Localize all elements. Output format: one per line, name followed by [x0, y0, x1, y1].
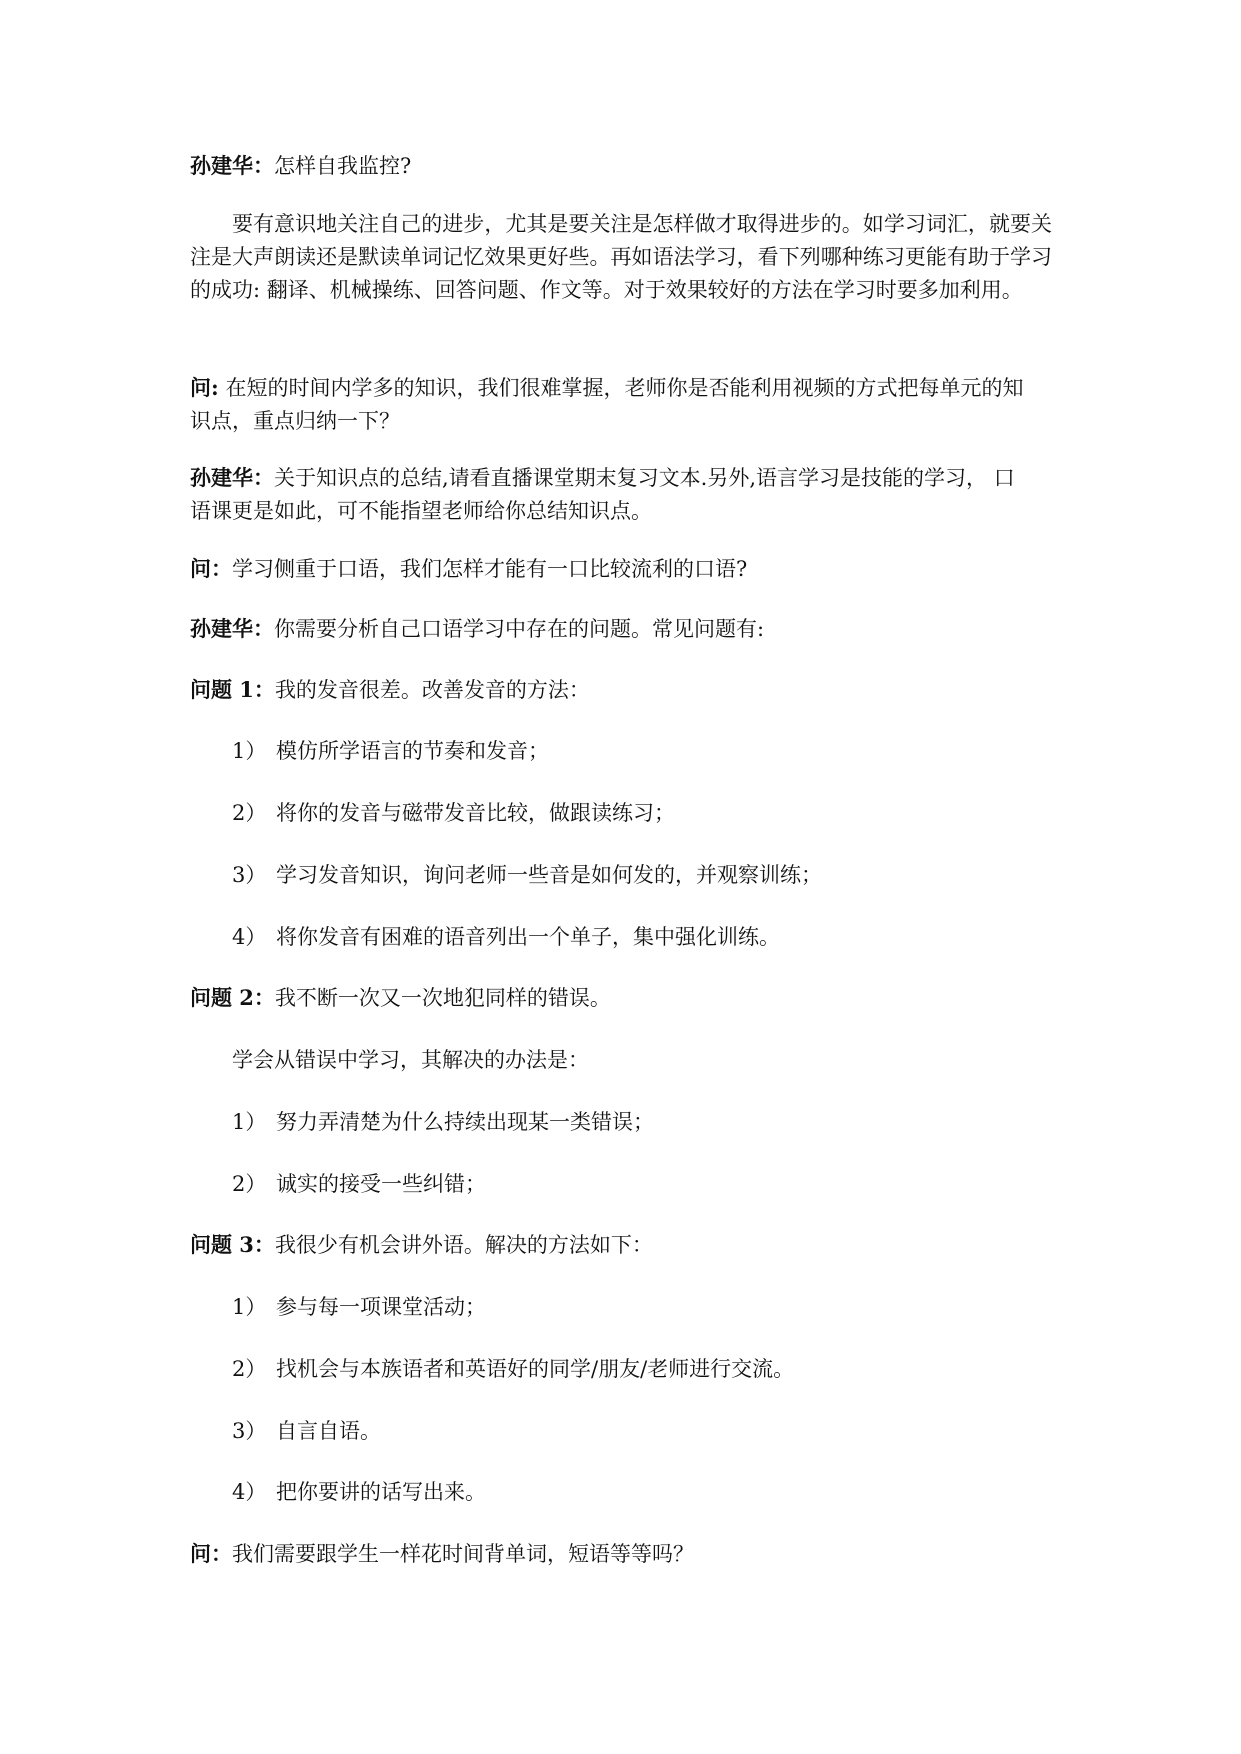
qa-line [190, 150, 411, 182]
problem-heading [190, 982, 611, 1014]
list-item [232, 921, 780, 953]
speaker-label: 孙建华： [190, 465, 274, 490]
list-text: 努力弄清楚为什么持续出现某一类错误； [276, 1110, 654, 1134]
list-item [232, 1415, 381, 1447]
list-item [232, 859, 822, 891]
problem-text: 我很少有机会讲外语。解决的方法如下： [274, 1233, 653, 1257]
list-text: 把你要讲的话写出来。 [276, 1480, 486, 1504]
list-number: 3） [232, 1419, 267, 1443]
list-item [232, 1353, 794, 1385]
list-text: 参与每一项课堂活动； [276, 1295, 486, 1319]
list-text: 学习发音知识，询问老师一些音是如何发的，并观察训练； [276, 863, 822, 887]
list-text: 找机会与本族语者和英语好的同学/朋友/老师进行交流。 [276, 1357, 795, 1381]
qa-line [190, 553, 747, 585]
list-item [232, 1106, 654, 1138]
list-number: 4） [232, 1480, 267, 1504]
list-number: 1） [232, 1110, 267, 1134]
list-item [232, 1291, 486, 1323]
list-number: 4） [232, 925, 267, 949]
answer-text: 关于知识点的总结,请看直播课堂期末复习文本.另外,语言学习是技能的学习， 口 [274, 466, 1015, 490]
answer-paragraph: 要有意识地关注自己的进步，尤其是要关注是怎样做才取得进步的。如学习词汇，就要关注是大声朗读还是默读单词记忆效果更好些。再如语法学习，看下列哪种练习更能有助于学习的成功: 翻译、机械操练、回答问题、作文等。对于效果较好的方法在学习时要多加利用。 [190, 212, 1052, 302]
qa-line-continued: 识点，重点归纳一下？ [190, 409, 400, 433]
list-number: 2） [232, 1172, 267, 1196]
question-text: 学习侧重于口语，我们怎样才能有一口比较流利的口语? [232, 557, 748, 581]
list-text: 诚实的接受一些纠错； [276, 1172, 486, 1196]
list-text: 自言自语。 [276, 1419, 381, 1443]
speaker-label: 孙建华： [190, 616, 274, 641]
problem-heading [190, 674, 590, 706]
list-item [232, 1476, 486, 1508]
list-number: 1） [232, 1295, 267, 1319]
solution-intro: 学会从错误中学习，其解决的办法是： [232, 1048, 589, 1072]
list-text: 将你发音有困难的语音列出一个单子，集中强化训练。 [276, 925, 780, 949]
list-number: 3） [232, 863, 267, 887]
answer-text: 你需要分析自己口语学习中存在的问题。常见问题有: [274, 617, 765, 641]
list-number: 2） [232, 1357, 267, 1381]
speaker-label: 问： [190, 556, 232, 581]
qa-line-continued: 语课更是如此，可不能指望老师给你总结知识点。 [190, 499, 652, 523]
qa-line [190, 613, 764, 645]
question-text: 在短的时间内学多的知识，我们很难掌握，老师你是否能利用视频的方式把每单元的知 [218, 376, 1024, 400]
question-text: 我们需要跟学生一样花时间背单词，短语等等吗？ [232, 1542, 694, 1566]
list-number: 1） [232, 739, 267, 763]
problem-heading [190, 1229, 653, 1261]
problem-text: 我的发音很差。改善发音的方法： [274, 678, 590, 702]
list-number: 2） [232, 801, 267, 825]
qa-line [190, 372, 1023, 404]
problem-text: 我不断一次又一次地犯同样的错误。 [274, 986, 611, 1010]
question-text: 怎样自我监控? [274, 154, 412, 178]
problem-label: 问题 3： [190, 1232, 275, 1257]
problem-label: 问题 1： [190, 677, 275, 702]
speaker-label: 问： [190, 1541, 232, 1566]
speaker-label: 孙建华： [190, 153, 274, 178]
list-item [232, 735, 549, 767]
qa-line [190, 462, 1015, 494]
list-item [232, 797, 675, 829]
list-text: 模仿所学语言的节奏和发音； [276, 739, 549, 763]
speaker-label: 问: [190, 375, 219, 400]
list-item [232, 1168, 486, 1200]
list-text: 将你的发音与磁带发音比较，做跟读练习； [276, 801, 675, 825]
qa-line [190, 1538, 694, 1570]
problem-label: 问题 2： [190, 985, 275, 1010]
